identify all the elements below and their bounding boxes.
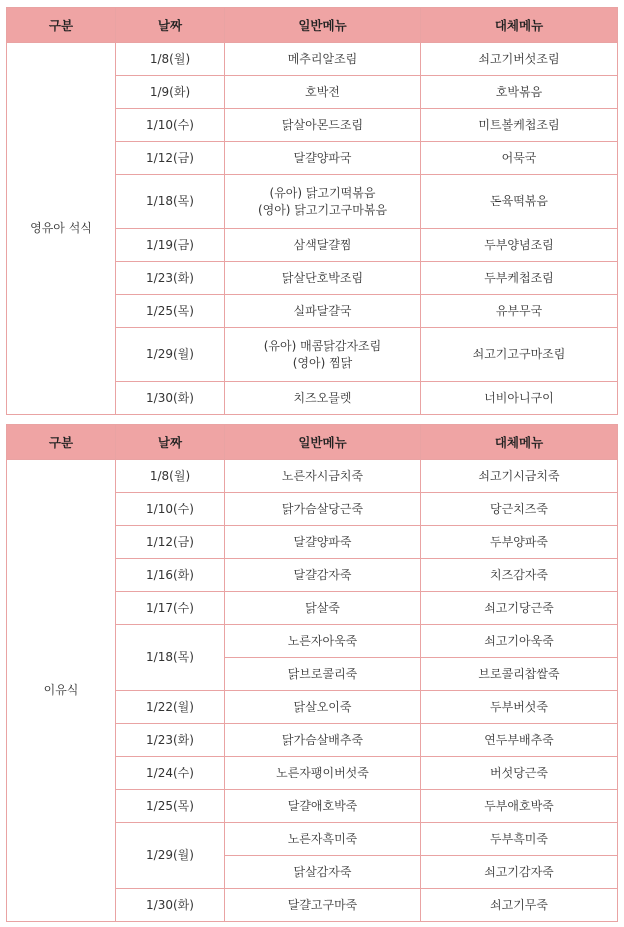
substitute-menu-cell: 쇠고기당근죽: [421, 592, 618, 625]
evening-meal-table: [6, 7, 618, 415]
substitute-menu-cell: 쇠고기아욱죽: [421, 625, 618, 658]
date-cell: 1/30(화): [116, 889, 225, 922]
substitute-menu-cell: 쇠고기무죽: [421, 889, 618, 922]
regular-menu-line: (유아) 매콤닭감자조림: [263, 338, 382, 353]
regular-menu-cell: 치즈오믈렛: [225, 382, 421, 415]
date-cell: 1/22(월): [116, 691, 225, 724]
date-cell: 1/29(월): [116, 328, 225, 382]
table-row: [7, 43, 618, 76]
header-substitute-menu: 대체메뉴: [421, 8, 618, 43]
regular-menu-cell: 닭브로콜리죽: [225, 658, 421, 691]
table-row: [7, 460, 618, 493]
date-cell: 1/24(수): [116, 757, 225, 790]
regular-menu-line: (유아) 닭고기떡볶음: [269, 185, 376, 200]
date-cell: 1/23(화): [116, 724, 225, 757]
substitute-menu-cell: 유부무국: [421, 295, 618, 328]
date-cell: 1/17(수): [116, 592, 225, 625]
regular-menu-cell: 노른자흑미죽: [225, 823, 421, 856]
substitute-menu-cell: 너비아니구이: [421, 382, 618, 415]
date-cell: 1/25(목): [116, 790, 225, 823]
section-category: 영유아 석식: [7, 43, 116, 415]
header-substitute-menu: 대체메뉴: [421, 425, 618, 460]
regular-menu-cell: 달걀애호박죽: [225, 790, 421, 823]
header-date: 날짜: [116, 8, 225, 43]
header-category: 구분: [7, 425, 116, 460]
regular-menu-cell: 달걀감자죽: [225, 559, 421, 592]
date-cell: 1/9(화): [116, 76, 225, 109]
substitute-menu-cell: 당근치즈죽: [421, 493, 618, 526]
date-cell: 1/16(화): [116, 559, 225, 592]
date-cell: 1/12(금): [116, 142, 225, 175]
substitute-menu-cell: 쇠고기시금치죽: [421, 460, 618, 493]
header-regular-menu: 일반메뉴: [225, 425, 421, 460]
date-cell: 1/18(목): [116, 175, 225, 229]
regular-menu-cell: 닭살감자죽: [225, 856, 421, 889]
date-cell: 1/30(화): [116, 382, 225, 415]
date-cell: 1/18(목): [116, 625, 225, 691]
substitute-menu-cell: 두부양파죽: [421, 526, 618, 559]
date-cell: 1/10(수): [116, 493, 225, 526]
substitute-menu-cell: 두부버섯죽: [421, 691, 618, 724]
regular-menu-cell: 메추리알조림: [225, 43, 421, 76]
header-row: [7, 8, 618, 43]
date-cell: 1/25(목): [116, 295, 225, 328]
date-cell: 1/8(월): [116, 460, 225, 493]
regular-menu-cell: 닭살오이죽: [225, 691, 421, 724]
date-cell: 1/10(수): [116, 109, 225, 142]
header-category: 구분: [7, 8, 116, 43]
regular-menu-cell: [225, 328, 421, 382]
substitute-menu-cell: 두부애호박죽: [421, 790, 618, 823]
substitute-menu-cell: 호박볶음: [421, 76, 618, 109]
regular-menu-cell: 노른자아욱죽: [225, 625, 421, 658]
regular-menu-cell: 호박전: [225, 76, 421, 109]
regular-menu-cell: 노른자시금치죽: [225, 460, 421, 493]
regular-menu-cell: 실파달걀국: [225, 295, 421, 328]
header-date: 날짜: [116, 425, 225, 460]
substitute-menu-cell: 쇠고기감자죽: [421, 856, 618, 889]
header-row: [7, 425, 618, 460]
regular-menu-cell: 노른자팽이버섯죽: [225, 757, 421, 790]
regular-menu-cell: 닭가슴살배추죽: [225, 724, 421, 757]
substitute-menu-cell: 버섯당근죽: [421, 757, 618, 790]
section-category: 이유식: [7, 460, 116, 922]
substitute-menu-cell: 연두부배추죽: [421, 724, 618, 757]
regular-menu-cell: 닭가슴살당근죽: [225, 493, 421, 526]
date-cell: 1/12(금): [116, 526, 225, 559]
regular-menu-cell: 닭살죽: [225, 592, 421, 625]
regular-menu-cell: 달걀양파국: [225, 142, 421, 175]
regular-menu-cell: 닭살아몬드조림: [225, 109, 421, 142]
date-cell: 1/29(월): [116, 823, 225, 889]
substitute-menu-cell: 어묵국: [421, 142, 618, 175]
regular-menu-cell: 삼색달걀찜: [225, 229, 421, 262]
baby-food-table: [6, 424, 618, 922]
substitute-menu-cell: 두부양념조림: [421, 229, 618, 262]
substitute-menu-cell: 미트볼케첩조림: [421, 109, 618, 142]
substitute-menu-cell: 두부흑미죽: [421, 823, 618, 856]
regular-menu-cell: 닭살단호박조림: [225, 262, 421, 295]
regular-menu-cell: [225, 175, 421, 229]
substitute-menu-cell: 쇠고기고구마조림: [421, 328, 618, 382]
regular-menu-cell: 달걀양파죽: [225, 526, 421, 559]
regular-menu-line: (영아) 찜닭: [292, 355, 353, 370]
substitute-menu-cell: 브로콜리찹쌀죽: [421, 658, 618, 691]
substitute-menu-cell: 돈육떡볶음: [421, 175, 618, 229]
date-cell: 1/8(월): [116, 43, 225, 76]
regular-menu-line: (영아) 닭고기고구마볶음: [257, 202, 388, 217]
substitute-menu-cell: 쇠고기버섯조림: [421, 43, 618, 76]
header-regular-menu: 일반메뉴: [225, 8, 421, 43]
regular-menu-cell: 달걀고구마죽: [225, 889, 421, 922]
date-cell: 1/19(금): [116, 229, 225, 262]
date-cell: 1/23(화): [116, 262, 225, 295]
substitute-menu-cell: 두부케첩조림: [421, 262, 618, 295]
substitute-menu-cell: 치즈감자죽: [421, 559, 618, 592]
